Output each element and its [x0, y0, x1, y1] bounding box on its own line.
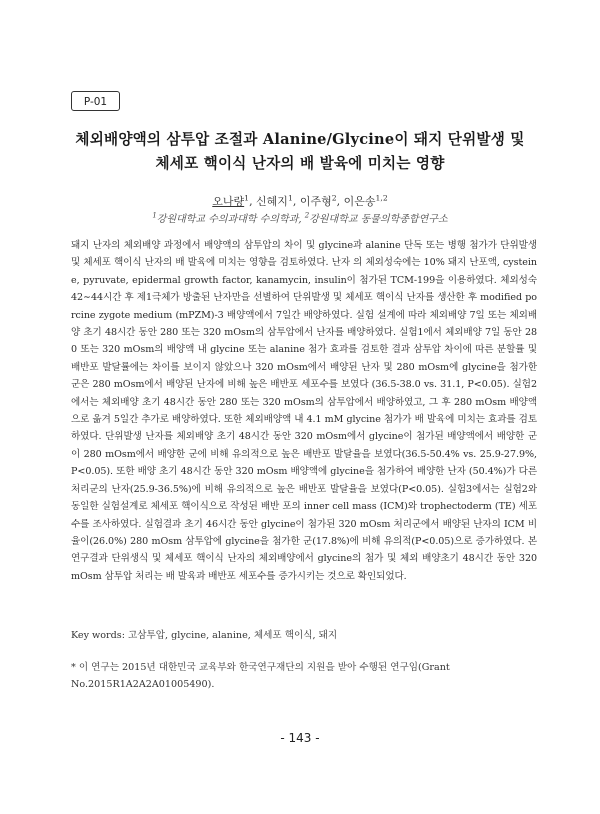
- funding-note: * 이 연구는 2015년 대한민국 교육부와 한국연구재단의 지원을 받아 수행된 연구임(Grant No.2015R1A2A2A01005490).: [71, 662, 450, 691]
- author-sup: 1: [287, 193, 293, 203]
- abstract-id-box: P-01: [71, 91, 120, 111]
- title-line-2: 체세포 핵이식 난자의 배 발육에 미치는 영향: [155, 155, 445, 172]
- author-name: , 이은송: [336, 195, 376, 208]
- abstract-body: 돼지 난자의 체외배양 과정에서 배양액의 삼투압의 차이 및 glycine과 alanine 단독 또는 병행 첨가가 단위발생 및 체세포 핵이식 난자의 배 발육에 미치는 영향을 검토하였다. 난자 의 체외성숙에는 10% 돼지 난포액, cysteine, pyruvate, epidermal growth factor, kanamycin, insulin이 첨가된 TCM-199을 이용하였다. 체외성숙 42∼44시간 후 제1극체가 방출된 난자만을 선별하여 단위발생 및 체세포 핵이식 난자를 생산한 후 modified porcine zygote medium (mPZM)-3 배양액에서 7일간 배양하였다. 실험 설계에 따라 체외배양 7일 또는 체외배양 초기 48시간 동안 280 또는 320 mOsm의 삼투압에서 난자를 배양하였다. 실험1에서 체외배양 7일 동안 280 또는 320 mOsm의 배양액 내 glycine 또는 alanine 첨가 효과를 검토한 결과 삼투압 차이에 따른 분할률 및 배반포 발달률에는 차이를 보이지 않았으나 320 mOsm에서 배양된 난자 및 280 mOsm에 glycine을 첨가한 군은 280 mOsm에서 배양된 난자에 비해 높은 배반포 세포수를 보였다 (36.5-38.0 vs. 31.1, P<0.05). 실험2에서는 체외배양 초기 48시간 동안 280 또는 320 mOsm의 삼투압에서 배양하였고, 그 후 280 mOsm 배양액으로 옮겨 5일간 추가로 배양하였다. 또한 체외배양액 내 4.1 mM glycine 첨가가 배 발육에 미치는 효과를 검토하였다. 단위발생 난자를 체외배양 초기 48시간 동안 320 mOsm에서 glycine이 첨가된 배양액에서 배양한 군이 280 mOsm에서 배양한 군에 비해 유의적으로 높은 배반포 발달율을 보였다(36.5-50.4% vs. 25.9-27.9%, P<0.05). 또한 배양 초기 48시간 동안 320 mOsm 배양액에 glycine을 첨가하여 배양한 난자 (50.4%)가 다른 처리군의 난자(25.9-36.5%)에 비해 유의적으로 높은 배반포 발달율을 보였다(P<0.05). 실험3에서는 실험2와 동일한 실험설계로 체세포 핵이식으로 작성된 배반 포의 inner cell mass (ICM)와 trophectoderm (TE) 세포수를 조사하였다. 실험결과 초기 46시간 동안 glycine이 첨가된 320 mOsm 처리군에서 배양된 난자의 ICM 비율이(26.0%) 280 mOsm 삼투압에 glycine을 첨가한 군(17.8%)에 비해 유의적(P<0.05)으로 증가하였다. 본 연구결과 단위생식 및 체세포 핵이식 난자의 체외배양에서 glycine의 첨가 및 체외 배양초기 48시간 동안 320 mOsm 삼투압 처리는 배 발육과 배반포 세포수를 증가시키는 것으로 확인되었다.: [71, 240, 537, 582]
- affiliations: [0, 210, 600, 225]
- author-list: [0, 193, 600, 209]
- author-name: , 이주형: [292, 195, 332, 208]
- affil-sup: 1: [152, 211, 157, 220]
- author-name: , 신혜지: [249, 195, 288, 208]
- title-line-1: 체외배양액의 삼투압 조절과 Alanine/Glycine이 돼지 단위발생 및: [75, 131, 525, 148]
- first-author: 오나량: [212, 195, 245, 208]
- affiliation-2: 강원대학교 동물의학종합연구소: [309, 214, 448, 225]
- affil-sup: 2: [304, 211, 310, 220]
- author-sup: 1: [244, 193, 250, 203]
- author-sup: 2: [331, 193, 337, 203]
- page-number: - 143 -: [280, 731, 320, 745]
- affiliation-1: 강원대학교 수의과대학 수의학과,: [156, 214, 305, 225]
- keywords: Key words: 고삼투압, glycine, alanine, 체세포 핵이식, 돼지: [71, 630, 338, 641]
- author-sup: 1,2: [375, 193, 388, 203]
